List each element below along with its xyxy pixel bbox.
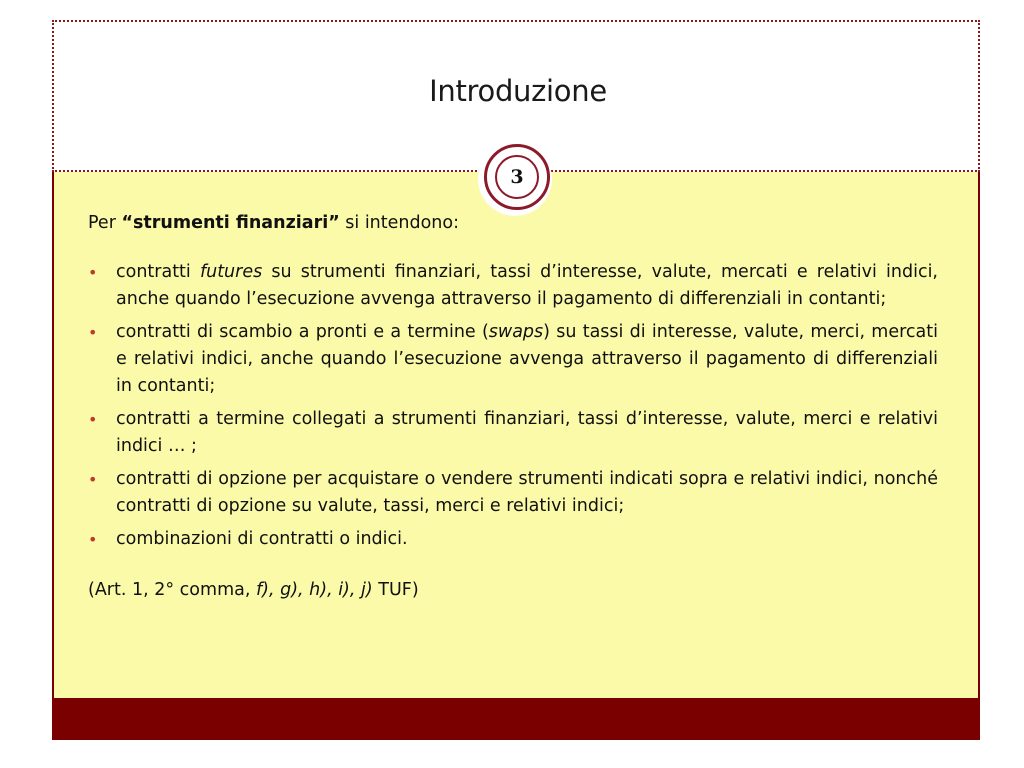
- list-item-text: combinazioni di contratti o indici.: [116, 529, 408, 549]
- reference-letters: f), g), h), i), j): [255, 580, 373, 600]
- list-item-text: contratti: [116, 262, 200, 282]
- page-number-inner-ring: [495, 155, 539, 199]
- list-item-text-rest: ) su tassi di interesse, valute, merci, mercati e relativi indici, anche quando l’esecuzione avvenga attraverso il pagamento di differenziali in contanti;: [116, 322, 938, 396]
- list-item: [88, 526, 938, 553]
- bullet-icon: •: [88, 410, 98, 429]
- list-item-text: contratti di scambio a pronti e a termine (: [116, 322, 489, 342]
- intro-prefix: Per: [88, 213, 122, 233]
- intro-term-text: strumenti finanziari: [132, 213, 329, 233]
- bullet-icon: •: [88, 263, 98, 282]
- page-number: 3: [510, 166, 524, 188]
- slide: [52, 20, 980, 740]
- bullet-icon: •: [88, 530, 98, 549]
- list-item: [88, 259, 938, 313]
- list-item: [88, 406, 938, 460]
- intro-close-quote: ”: [328, 213, 340, 233]
- footer-bar: [52, 698, 980, 740]
- intro-line: [88, 210, 938, 237]
- body-text: [88, 210, 938, 622]
- reference-suffix: TUF): [372, 580, 419, 600]
- list-item: [88, 319, 938, 400]
- list-item-text: contratti di opzione per acquistare o vendere strumenti indicati sopra e relativi indici, nonché contratti di opzione su valute, tassi, merci e relativi indici;: [116, 469, 938, 516]
- bullet-icon: •: [88, 323, 98, 342]
- legal-reference: [88, 577, 938, 604]
- list-item-text: contratti a termine collegati a strumenti finanziari, tassi d’interesse, valute, merci e relativi indici … ;: [116, 409, 938, 456]
- intro-term: [121, 213, 339, 233]
- instrument-list: [88, 259, 938, 553]
- page-number-badge: [484, 144, 550, 210]
- bullet-icon: •: [88, 470, 98, 489]
- intro-open-quote: “: [121, 213, 133, 233]
- list-item-emphasis: futures: [199, 262, 263, 282]
- list-item-emphasis: swaps: [488, 322, 544, 342]
- reference-prefix: (Art. 1, 2° comma,: [88, 580, 256, 600]
- slide-title: Introduzione: [429, 74, 607, 108]
- list-item: [88, 466, 938, 520]
- list-item-text-rest: su strumenti finanziari, tassi d’interesse, valute, mercati e relativi indici, anche quando l’esecuzione avvenga attraverso il pagamento di differenziali in contanti;: [116, 262, 938, 309]
- intro-suffix: si intendono:: [339, 213, 460, 233]
